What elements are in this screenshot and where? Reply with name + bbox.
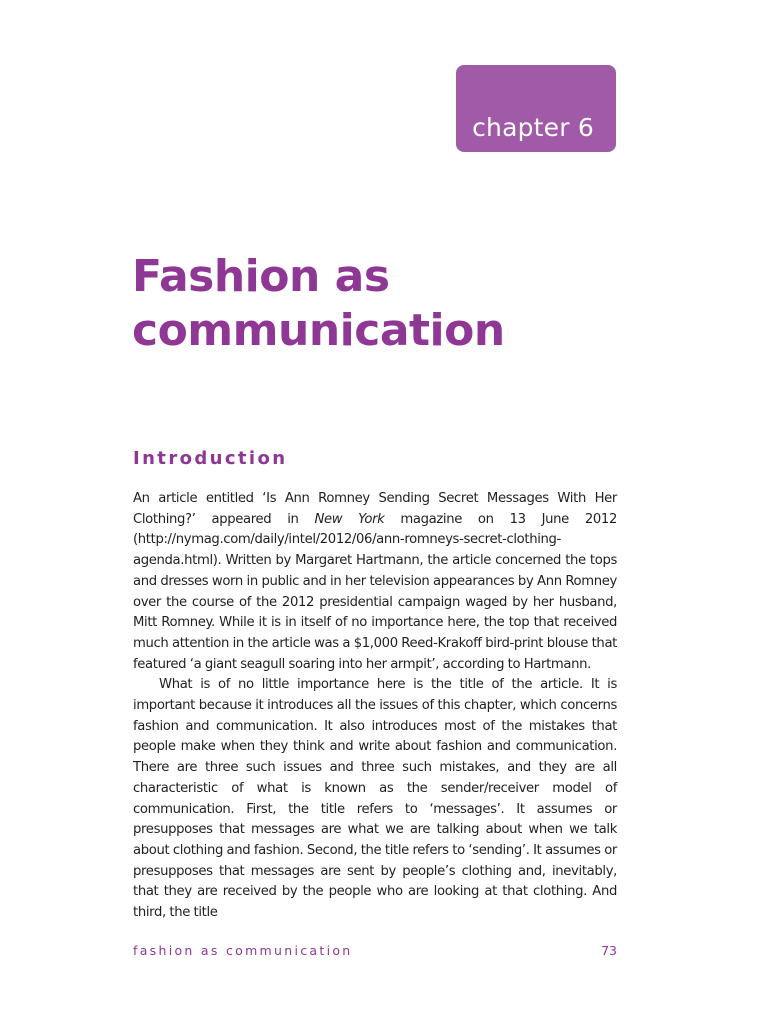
paragraph-2: What is of no little importance here is the title of the article. It is important because it introduces all the issues of this chapter, which concerns fashion and communication. It also introduces most of the mistakes that people make when they think and write about fashion and communication. There are three such issues and three such mistakes, and they are all characteristic of what is known as the sender/receiver model of communication. First, the title refers to ‘messages’. It assumes or presupposes that messages are what we are talking about when we talk about clothing and fashion. Second, the title refers to ‘sending’. It assumes or presupposes that messages are sent by people’s clothing and, inevitably, that they are received by the people who are looking at that clothing. And third, the title bbox=[133, 677, 617, 921]
page-footer bbox=[133, 943, 617, 963]
running-head: fashion as communication bbox=[133, 943, 353, 958]
paragraph-1-text-start: An article entitled ‘Is Ann Romney Sending Secret Messages With Her Clothing?’ appeared in bbox=[133, 491, 617, 527]
chapter-label: chapter 6 bbox=[472, 113, 594, 142]
paragraph-1-text-end: magazine on 13 June 2012 (http://nymag.com/daily/intel/2012/06/ann-romneys-secret-clothing-agenda.html). Written by Margaret Hartmann, the article concerned the tops and dresses worn in public and in her television appearances by Ann Romney over the course of the 2012 presidential campaign waged by her husband, Mitt Romney. While it is in itself of no importance here, the top that received much attention in the article was a $1,000 Reed-Krakoff bird-print blouse that featured ‘a giant seagull soaring into her armpit’, according to Hartmann. bbox=[133, 511, 617, 672]
chapter-title: Fashion as communication bbox=[132, 251, 505, 356]
magazine-name: New York bbox=[314, 511, 385, 527]
body-text bbox=[133, 489, 617, 924]
chapter-tab bbox=[456, 65, 616, 152]
section-heading: Introduction bbox=[133, 448, 288, 469]
paragraph-1 bbox=[133, 489, 617, 675]
page-number: 73 bbox=[601, 943, 617, 958]
